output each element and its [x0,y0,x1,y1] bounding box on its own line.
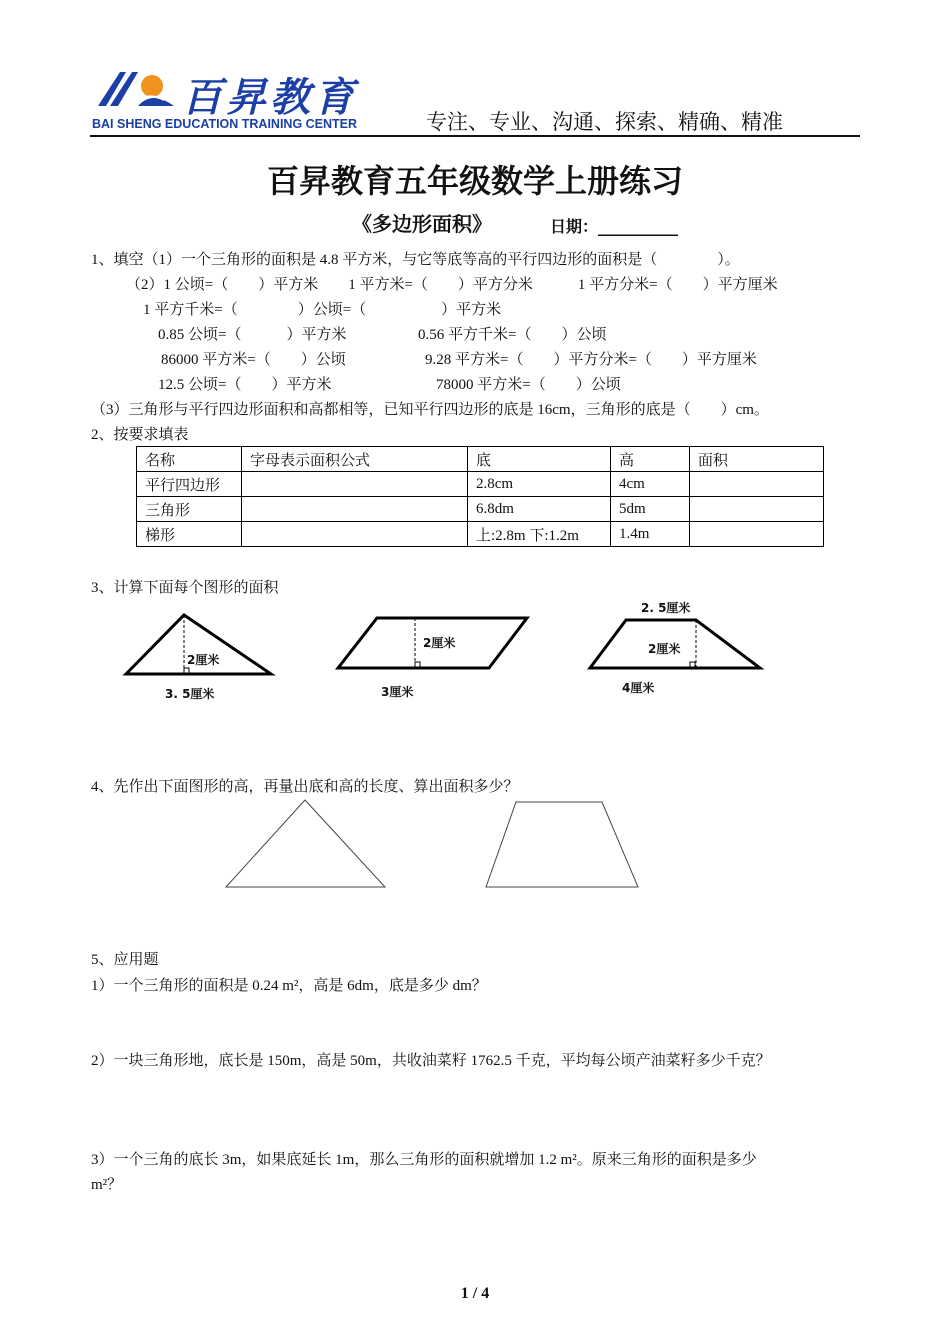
page-subtitle: 《多边形面积》 [352,212,492,236]
table-row [137,497,824,522]
page-number: 1 / 4 [460,1285,490,1302]
parallelogram-height-label: 2厘米 [423,636,456,650]
logo-mark-icon [94,68,178,110]
table-cell: 4cm [611,472,690,497]
q1-line-6a: 12.5 公顷=（ ）平方米 [158,377,332,393]
q1-line-4b: 0.56 平方千米=（ ）公顷 [418,327,607,343]
q5-problem-1: 1）一个三角形的面积是 0.24 m²，高是 6dm，底是多少 dm？ [91,978,487,994]
table-cell: 6.8dm [468,497,611,522]
right-angle-mark [184,668,189,673]
trapezoid-bottom-label: 4厘米 [622,681,655,695]
table-cell: 1.4m [611,522,690,547]
table-cell: 三角形 [137,497,242,522]
trapezoid-height-label: 2厘米 [648,642,681,656]
q1-line-5a: 86000 平方米=（ ）公顷 [161,352,346,368]
table-cell[interactable] [242,522,468,547]
table-cell: 梯形 [137,522,242,547]
parallelogram-base-label: 3厘米 [381,685,414,699]
q5-problem-3-cont: m²？ [91,1177,123,1193]
table-cell[interactable] [242,497,468,522]
q2-heading: 2、按要求填表 [91,427,189,443]
q4-triangle-shape [226,800,385,887]
table-cell: 2.8cm [468,472,611,497]
page-title: 百昇教育五年级数学上册练习 [266,162,683,200]
q1-line-5b: 9.28 平方米=（ ）平方分米=（ ）平方厘米 [425,352,757,368]
table-cell: 平行四边形 [137,472,242,497]
table-header-row [137,447,824,472]
q3-heading: 3、计算下面每个图形的面积 [91,580,279,596]
table-row [137,522,824,547]
q5-problem-2: 2）一块三角形地，底长是 150m，高是 50m，共收油菜籽 1762.5 千克，平均每公顷产油菜籽多少千克？ [91,1053,771,1069]
table-cell[interactable] [690,522,824,547]
table-row [137,472,824,497]
q4-figures [0,790,950,900]
table-cell: 5dm [611,497,690,522]
right-angle-mark [415,662,420,667]
table-header-cell: 名称 [137,447,242,472]
q5-problem-3: 3）一个三角的底长 3m，如果底延长 1m，那么三角形的面积就增加 1.2 m²。原来三角形的面积是多少 [91,1152,757,1168]
date-field: 日期：__________ [550,217,679,236]
q4-trapezoid-shape [486,802,638,887]
table-header-cell: 面积 [690,447,824,472]
q1-line-2: （2）1 公顷=（ ）平方米 1 平方米=（ ）平方分米 1 平方分米=（ ）平方厘米 [126,277,778,293]
q1-line-6b: 78000 平方米=（ ）公顷 [436,377,621,393]
right-angle-mark [690,662,695,667]
table-header-cell: 底 [468,447,611,472]
logo-text: 百昇教育 [182,75,358,121]
table-cell: 上:2.8m 下:1.2m [468,522,611,547]
trapezoid-top-label: 2. 5厘米 [641,601,691,615]
header-rule [90,135,860,137]
logo-subtitle: BAI SHENG EDUCATION TRAINING CENTER [92,117,358,131]
q3-figures [0,590,950,710]
q4-heading: 4、先作出下面图形的高，再量出底和高的长度、算出面积多少？ [91,779,519,795]
table-cell[interactable] [690,497,824,522]
q1-line-1: 1、填空（1）一个三角形的面积是 4.8 平方米，与它等底等高的平行四边形的面积是（ ）。 [91,252,740,268]
table-cell[interactable] [690,472,824,497]
table-header-cell: 高 [611,447,690,472]
table-cell[interactable] [242,472,468,497]
triangle-height-label: 2厘米 [187,653,220,667]
table-header-cell: 字母表示面积公式 [242,447,468,472]
q1-line-4a: 0.85 公顷=（ ）平方米 [158,327,347,343]
q1-line-3: 1 平方千米=（ ）公顷=（ ）平方米 [143,302,502,318]
triangle-base-label: 3. 5厘米 [165,687,215,701]
slogan: 专注、专业、沟通、探索、精确、精准 [426,110,783,134]
q1-line-7: （3）三角形与平行四边形面积和高都相等，已知平行四边形的底是 16cm，三角形的底是（ ）cm。 [91,402,769,418]
fill-table [136,446,824,547]
q5-heading: 5、应用题 [91,952,159,968]
